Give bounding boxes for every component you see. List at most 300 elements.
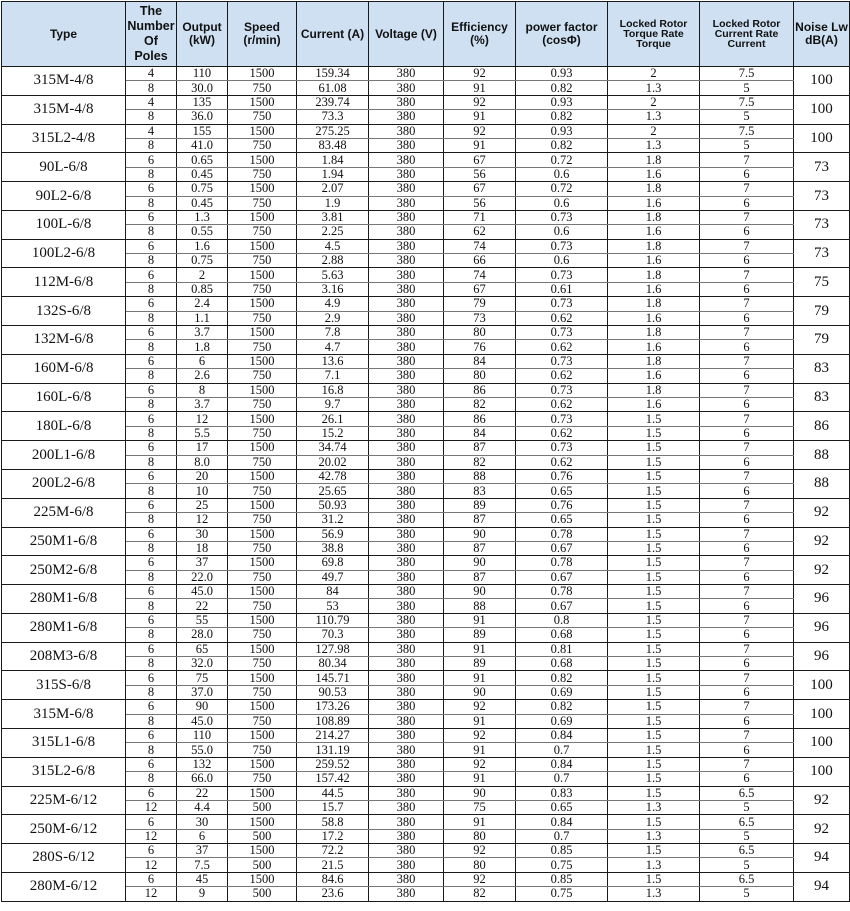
- voltage-cell: 380: [369, 254, 444, 268]
- output-cell: 1.1: [177, 311, 228, 325]
- locked-rotor-torque-cell: 1.5: [608, 455, 700, 469]
- table-row: [2, 311, 850, 325]
- voltage-cell: 380: [369, 268, 444, 282]
- efficiency-cell: 91: [444, 714, 516, 728]
- locked-rotor-torque-cell: 1.5: [608, 498, 700, 512]
- table-row: [2, 167, 850, 181]
- locked-rotor-current-cell: 6: [700, 254, 794, 268]
- locked-rotor-current-cell: 5: [700, 800, 794, 814]
- noise-cell: 96: [794, 613, 850, 642]
- efficiency-cell: 88: [444, 469, 516, 483]
- output-cell: 55: [177, 613, 228, 627]
- voltage-cell: 380: [369, 484, 444, 498]
- poles-cell: 8: [126, 397, 177, 411]
- efficiency-cell: 86: [444, 383, 516, 397]
- current-cell: 26.1: [297, 412, 369, 426]
- table-row: [2, 829, 850, 843]
- efficiency-cell: 83: [444, 484, 516, 498]
- current-cell: 38.8: [297, 541, 369, 555]
- power-factor-cell: 0.82: [516, 81, 608, 95]
- efficiency-cell: 92: [444, 728, 516, 742]
- power-factor-cell: 0.65: [516, 484, 608, 498]
- power-factor-cell: 0.75: [516, 858, 608, 872]
- current-cell: 159.34: [297, 67, 369, 81]
- type-cell: 225M-6/8: [2, 498, 126, 527]
- efficiency-cell: 91: [444, 772, 516, 786]
- locked-rotor-current-cell: 6: [700, 340, 794, 354]
- type-cell: 132M-6/8: [2, 326, 126, 355]
- locked-rotor-current-cell: 6: [700, 599, 794, 613]
- output-cell: 65: [177, 642, 228, 656]
- table-row: [2, 412, 850, 426]
- efficiency-cell: 76: [444, 340, 516, 354]
- current-cell: 44.5: [297, 786, 369, 800]
- voltage-cell: 380: [369, 110, 444, 124]
- noise-cell: 75: [794, 268, 850, 297]
- output-cell: 1.3: [177, 210, 228, 224]
- poles-cell: 8: [126, 484, 177, 498]
- voltage-cell: 380: [369, 541, 444, 555]
- efficiency-cell: 90: [444, 685, 516, 699]
- locked-rotor-current-cell: 6: [700, 225, 794, 239]
- table-row: [2, 556, 850, 570]
- speed-cell: 750: [228, 570, 297, 584]
- type-cell: 315M-4/8: [2, 95, 126, 124]
- locked-rotor-torque-cell: 2: [608, 124, 700, 138]
- poles-cell: 12: [126, 887, 177, 901]
- locked-rotor-torque-cell: 1.6: [608, 311, 700, 325]
- poles-cell: 6: [126, 527, 177, 541]
- voltage-cell: 380: [369, 772, 444, 786]
- speed-cell: 1500: [228, 585, 297, 599]
- locked-rotor-current-cell: 6: [700, 167, 794, 181]
- voltage-cell: 380: [369, 383, 444, 397]
- poles-cell: 6: [126, 210, 177, 224]
- output-cell: 110: [177, 728, 228, 742]
- current-cell: 9.7: [297, 397, 369, 411]
- table-body: [2, 67, 850, 902]
- current-cell: 84.6: [297, 872, 369, 886]
- locked-rotor-current-cell: 6: [700, 455, 794, 469]
- output-cell: 2.6: [177, 369, 228, 383]
- noise-cell: 79: [794, 297, 850, 326]
- power-factor-cell: 0.75: [516, 887, 608, 901]
- noise-cell: 92: [794, 556, 850, 585]
- header-locked-rotor-torque: Locked Rotor Torque Rate Torque: [608, 2, 700, 67]
- voltage-cell: 380: [369, 858, 444, 872]
- current-cell: 15.7: [297, 800, 369, 814]
- locked-rotor-torque-cell: 1.8: [608, 239, 700, 253]
- efficiency-cell: 92: [444, 872, 516, 886]
- output-cell: 5.5: [177, 426, 228, 440]
- table-row: [2, 182, 850, 196]
- table-row: [2, 728, 850, 742]
- locked-rotor-torque-cell: 1.5: [608, 685, 700, 699]
- poles-cell: 6: [126, 815, 177, 829]
- locked-rotor-torque-cell: 1.5: [608, 872, 700, 886]
- locked-rotor-current-cell: 7: [700, 239, 794, 253]
- locked-rotor-current-cell: 6.5: [700, 786, 794, 800]
- locked-rotor-torque-cell: 2: [608, 67, 700, 81]
- noise-cell: 100: [794, 95, 850, 124]
- poles-cell: 8: [126, 657, 177, 671]
- efficiency-cell: 89: [444, 498, 516, 512]
- output-cell: 66.0: [177, 772, 228, 786]
- type-cell: 315L2-4/8: [2, 124, 126, 153]
- efficiency-cell: 89: [444, 657, 516, 671]
- output-cell: 12: [177, 513, 228, 527]
- locked-rotor-torque-cell: 1.5: [608, 628, 700, 642]
- poles-cell: 8: [126, 282, 177, 296]
- current-cell: 4.9: [297, 297, 369, 311]
- locked-rotor-current-cell: 7: [700, 297, 794, 311]
- poles-cell: 8: [126, 685, 177, 699]
- voltage-cell: 380: [369, 426, 444, 440]
- locked-rotor-torque-cell: 1.5: [608, 484, 700, 498]
- output-cell: 32.0: [177, 657, 228, 671]
- speed-cell: 750: [228, 743, 297, 757]
- locked-rotor-current-cell: 7.5: [700, 67, 794, 81]
- output-cell: 22.0: [177, 570, 228, 584]
- current-cell: 58.8: [297, 815, 369, 829]
- poles-cell: 8: [126, 311, 177, 325]
- efficiency-cell: 91: [444, 642, 516, 656]
- type-cell: 200L1-6/8: [2, 441, 126, 470]
- locked-rotor-current-cell: 6.5: [700, 872, 794, 886]
- power-factor-cell: 0.84: [516, 728, 608, 742]
- poles-cell: 8: [126, 138, 177, 152]
- power-factor-cell: 0.62: [516, 340, 608, 354]
- efficiency-cell: 56: [444, 196, 516, 210]
- locked-rotor-torque-cell: 1.5: [608, 513, 700, 527]
- locked-rotor-current-cell: 7: [700, 498, 794, 512]
- speed-cell: 750: [228, 282, 297, 296]
- locked-rotor-current-cell: 5: [700, 887, 794, 901]
- poles-cell: 8: [126, 714, 177, 728]
- power-factor-cell: 0.82: [516, 671, 608, 685]
- voltage-cell: 380: [369, 685, 444, 699]
- power-factor-cell: 0.62: [516, 369, 608, 383]
- speed-cell: 750: [228, 254, 297, 268]
- efficiency-cell: 87: [444, 441, 516, 455]
- voltage-cell: 380: [369, 397, 444, 411]
- efficiency-cell: 91: [444, 110, 516, 124]
- type-cell: 112M-6/8: [2, 268, 126, 297]
- current-cell: 239.74: [297, 95, 369, 109]
- speed-cell: 750: [228, 455, 297, 469]
- current-cell: 15.2: [297, 426, 369, 440]
- speed-cell: 1500: [228, 182, 297, 196]
- noise-cell: 100: [794, 671, 850, 700]
- output-cell: 37: [177, 556, 228, 570]
- table-row: [2, 67, 850, 81]
- power-factor-cell: 0.65: [516, 513, 608, 527]
- locked-rotor-torque-cell: 1.5: [608, 743, 700, 757]
- header-power-factor: power factor (cosΦ): [516, 2, 608, 67]
- power-factor-cell: 0.72: [516, 182, 608, 196]
- noise-cell: 100: [794, 757, 850, 786]
- current-cell: 2.07: [297, 182, 369, 196]
- power-factor-cell: 0.6: [516, 167, 608, 181]
- type-cell: 280S-6/12: [2, 844, 126, 873]
- speed-cell: 750: [228, 628, 297, 642]
- poles-cell: 4: [126, 67, 177, 81]
- speed-cell: 750: [228, 513, 297, 527]
- locked-rotor-torque-cell: 2: [608, 95, 700, 109]
- noise-cell: 73: [794, 239, 850, 268]
- voltage-cell: 380: [369, 196, 444, 210]
- speed-cell: 750: [228, 685, 297, 699]
- efficiency-cell: 80: [444, 829, 516, 843]
- table-row: [2, 282, 850, 296]
- table-row: [2, 326, 850, 340]
- output-cell: 0.75: [177, 182, 228, 196]
- current-cell: 56.9: [297, 527, 369, 541]
- locked-rotor-current-cell: 5: [700, 138, 794, 152]
- current-cell: 2.9: [297, 311, 369, 325]
- poles-cell: 6: [126, 585, 177, 599]
- efficiency-cell: 82: [444, 887, 516, 901]
- efficiency-cell: 71: [444, 210, 516, 224]
- table-row: [2, 685, 850, 699]
- current-cell: 1.94: [297, 167, 369, 181]
- noise-cell: 83: [794, 354, 850, 383]
- current-cell: 80.34: [297, 657, 369, 671]
- poles-cell: 6: [126, 297, 177, 311]
- power-factor-cell: 0.72: [516, 153, 608, 167]
- header-speed: Speed (r/min): [228, 2, 297, 67]
- speed-cell: 1500: [228, 671, 297, 685]
- power-factor-cell: 0.67: [516, 541, 608, 555]
- output-cell: 110: [177, 67, 228, 81]
- locked-rotor-torque-cell: 1.8: [608, 326, 700, 340]
- poles-cell: 6: [126, 383, 177, 397]
- table-row: [2, 110, 850, 124]
- locked-rotor-current-cell: 6: [700, 743, 794, 757]
- output-cell: 30.0: [177, 81, 228, 95]
- poles-cell: 6: [126, 239, 177, 253]
- poles-cell: 6: [126, 700, 177, 714]
- locked-rotor-current-cell: 6: [700, 570, 794, 584]
- locked-rotor-current-cell: 6: [700, 714, 794, 728]
- efficiency-cell: 74: [444, 239, 516, 253]
- locked-rotor-torque-cell: 1.5: [608, 786, 700, 800]
- locked-rotor-current-cell: 7: [700, 354, 794, 368]
- noise-cell: 73: [794, 153, 850, 182]
- power-factor-cell: 0.73: [516, 354, 608, 368]
- current-cell: 13.6: [297, 354, 369, 368]
- locked-rotor-current-cell: 6.5: [700, 815, 794, 829]
- power-factor-cell: 0.73: [516, 383, 608, 397]
- poles-cell: 12: [126, 858, 177, 872]
- header-row: [2, 2, 850, 67]
- output-cell: 36.0: [177, 110, 228, 124]
- efficiency-cell: 80: [444, 326, 516, 340]
- poles-cell: 6: [126, 556, 177, 570]
- locked-rotor-current-cell: 7.5: [700, 95, 794, 109]
- poles-cell: 8: [126, 772, 177, 786]
- poles-cell: 6: [126, 844, 177, 858]
- voltage-cell: 380: [369, 829, 444, 843]
- locked-rotor-torque-cell: 1.3: [608, 858, 700, 872]
- output-cell: 7.5: [177, 858, 228, 872]
- power-factor-cell: 0.73: [516, 412, 608, 426]
- current-cell: 145.71: [297, 671, 369, 685]
- power-factor-cell: 0.76: [516, 469, 608, 483]
- poles-cell: 8: [126, 426, 177, 440]
- voltage-cell: 380: [369, 887, 444, 901]
- locked-rotor-torque-cell: 1.8: [608, 268, 700, 282]
- locked-rotor-torque-cell: 1.3: [608, 829, 700, 843]
- efficiency-cell: 66: [444, 254, 516, 268]
- locked-rotor-current-cell: 7: [700, 585, 794, 599]
- output-cell: 0.65: [177, 153, 228, 167]
- speed-cell: 1500: [228, 239, 297, 253]
- locked-rotor-torque-cell: 1.5: [608, 642, 700, 656]
- output-cell: 6: [177, 829, 228, 843]
- table-row: [2, 599, 850, 613]
- noise-cell: 100: [794, 124, 850, 153]
- locked-rotor-torque-cell: 1.3: [608, 81, 700, 95]
- efficiency-cell: 91: [444, 671, 516, 685]
- current-cell: 4.7: [297, 340, 369, 354]
- current-cell: 61.08: [297, 81, 369, 95]
- power-factor-cell: 0.84: [516, 815, 608, 829]
- table-row: [2, 570, 850, 584]
- locked-rotor-torque-cell: 1.5: [608, 426, 700, 440]
- header-locked-rotor-current: Locked Rotor Current Rate Current: [700, 2, 794, 67]
- power-factor-cell: 0.7: [516, 743, 608, 757]
- table-row: [2, 441, 850, 455]
- power-factor-cell: 0.93: [516, 124, 608, 138]
- locked-rotor-current-cell: 6.5: [700, 844, 794, 858]
- voltage-cell: 380: [369, 628, 444, 642]
- header-voltage: Voltage (V): [369, 2, 444, 67]
- poles-cell: 12: [126, 800, 177, 814]
- speed-cell: 1500: [228, 95, 297, 109]
- speed-cell: 1500: [228, 67, 297, 81]
- noise-cell: 92: [794, 815, 850, 844]
- locked-rotor-torque-cell: 1.5: [608, 527, 700, 541]
- power-factor-cell: 0.78: [516, 527, 608, 541]
- locked-rotor-torque-cell: 1.6: [608, 340, 700, 354]
- current-cell: 31.2: [297, 513, 369, 527]
- locked-rotor-torque-cell: 1.5: [608, 412, 700, 426]
- poles-cell: 4: [126, 124, 177, 138]
- locked-rotor-current-cell: 7: [700, 268, 794, 282]
- locked-rotor-torque-cell: 1.5: [608, 714, 700, 728]
- voltage-cell: 380: [369, 800, 444, 814]
- power-factor-cell: 0.69: [516, 714, 608, 728]
- header-current: Current (A): [297, 2, 369, 67]
- voltage-cell: 380: [369, 613, 444, 627]
- locked-rotor-current-cell: 6: [700, 369, 794, 383]
- locked-rotor-torque-cell: 1.5: [608, 570, 700, 584]
- type-cell: 200L2-6/8: [2, 469, 126, 498]
- table-row: [2, 196, 850, 210]
- efficiency-cell: 90: [444, 786, 516, 800]
- current-cell: 1.9: [297, 196, 369, 210]
- efficiency-cell: 79: [444, 297, 516, 311]
- output-cell: 3.7: [177, 397, 228, 411]
- poles-cell: 6: [126, 441, 177, 455]
- voltage-cell: 380: [369, 95, 444, 109]
- locked-rotor-current-cell: 7: [700, 326, 794, 340]
- speed-cell: 1500: [228, 354, 297, 368]
- output-cell: 135: [177, 95, 228, 109]
- noise-cell: 88: [794, 469, 850, 498]
- table-row: [2, 455, 850, 469]
- poles-cell: 6: [126, 671, 177, 685]
- poles-cell: 6: [126, 354, 177, 368]
- locked-rotor-torque-cell: 1.5: [608, 613, 700, 627]
- type-cell: 132S-6/8: [2, 297, 126, 326]
- table-row: [2, 527, 850, 541]
- voltage-cell: 380: [369, 124, 444, 138]
- type-cell: 315M-4/8: [2, 67, 126, 96]
- locked-rotor-torque-cell: 1.5: [608, 599, 700, 613]
- current-cell: 17.2: [297, 829, 369, 843]
- voltage-cell: 380: [369, 138, 444, 152]
- table-row: [2, 397, 850, 411]
- speed-cell: 750: [228, 714, 297, 728]
- power-factor-cell: 0.8: [516, 613, 608, 627]
- locked-rotor-current-cell: 7: [700, 412, 794, 426]
- speed-cell: 1500: [228, 815, 297, 829]
- speed-cell: 1500: [228, 469, 297, 483]
- output-cell: 28.0: [177, 628, 228, 642]
- output-cell: 20: [177, 469, 228, 483]
- poles-cell: 6: [126, 326, 177, 340]
- voltage-cell: 380: [369, 225, 444, 239]
- current-cell: 127.98: [297, 642, 369, 656]
- poles-cell: 4: [126, 95, 177, 109]
- locked-rotor-current-cell: 6: [700, 426, 794, 440]
- poles-cell: 8: [126, 81, 177, 95]
- voltage-cell: 380: [369, 354, 444, 368]
- output-cell: 10: [177, 484, 228, 498]
- efficiency-cell: 90: [444, 556, 516, 570]
- noise-cell: 94: [794, 872, 850, 901]
- voltage-cell: 380: [369, 282, 444, 296]
- output-cell: 22: [177, 599, 228, 613]
- locked-rotor-torque-cell: 1.5: [608, 657, 700, 671]
- voltage-cell: 380: [369, 728, 444, 742]
- output-cell: 55.0: [177, 743, 228, 757]
- locked-rotor-torque-cell: 1.3: [608, 138, 700, 152]
- table-row: [2, 297, 850, 311]
- output-cell: 30: [177, 815, 228, 829]
- power-factor-cell: 0.6: [516, 254, 608, 268]
- speed-cell: 1500: [228, 498, 297, 512]
- current-cell: 73.3: [297, 110, 369, 124]
- motor-spec-table: [1, 1, 850, 902]
- speed-cell: 750: [228, 397, 297, 411]
- noise-cell: 83: [794, 383, 850, 412]
- voltage-cell: 380: [369, 527, 444, 541]
- noise-cell: 100: [794, 700, 850, 729]
- efficiency-cell: 67: [444, 153, 516, 167]
- locked-rotor-torque-cell: 1.8: [608, 354, 700, 368]
- output-cell: 9: [177, 887, 228, 901]
- table-row: [2, 772, 850, 786]
- poles-cell: 8: [126, 254, 177, 268]
- power-factor-cell: 0.78: [516, 556, 608, 570]
- table-row: [2, 844, 850, 858]
- speed-cell: 750: [228, 772, 297, 786]
- output-cell: 155: [177, 124, 228, 138]
- output-cell: 0.85: [177, 282, 228, 296]
